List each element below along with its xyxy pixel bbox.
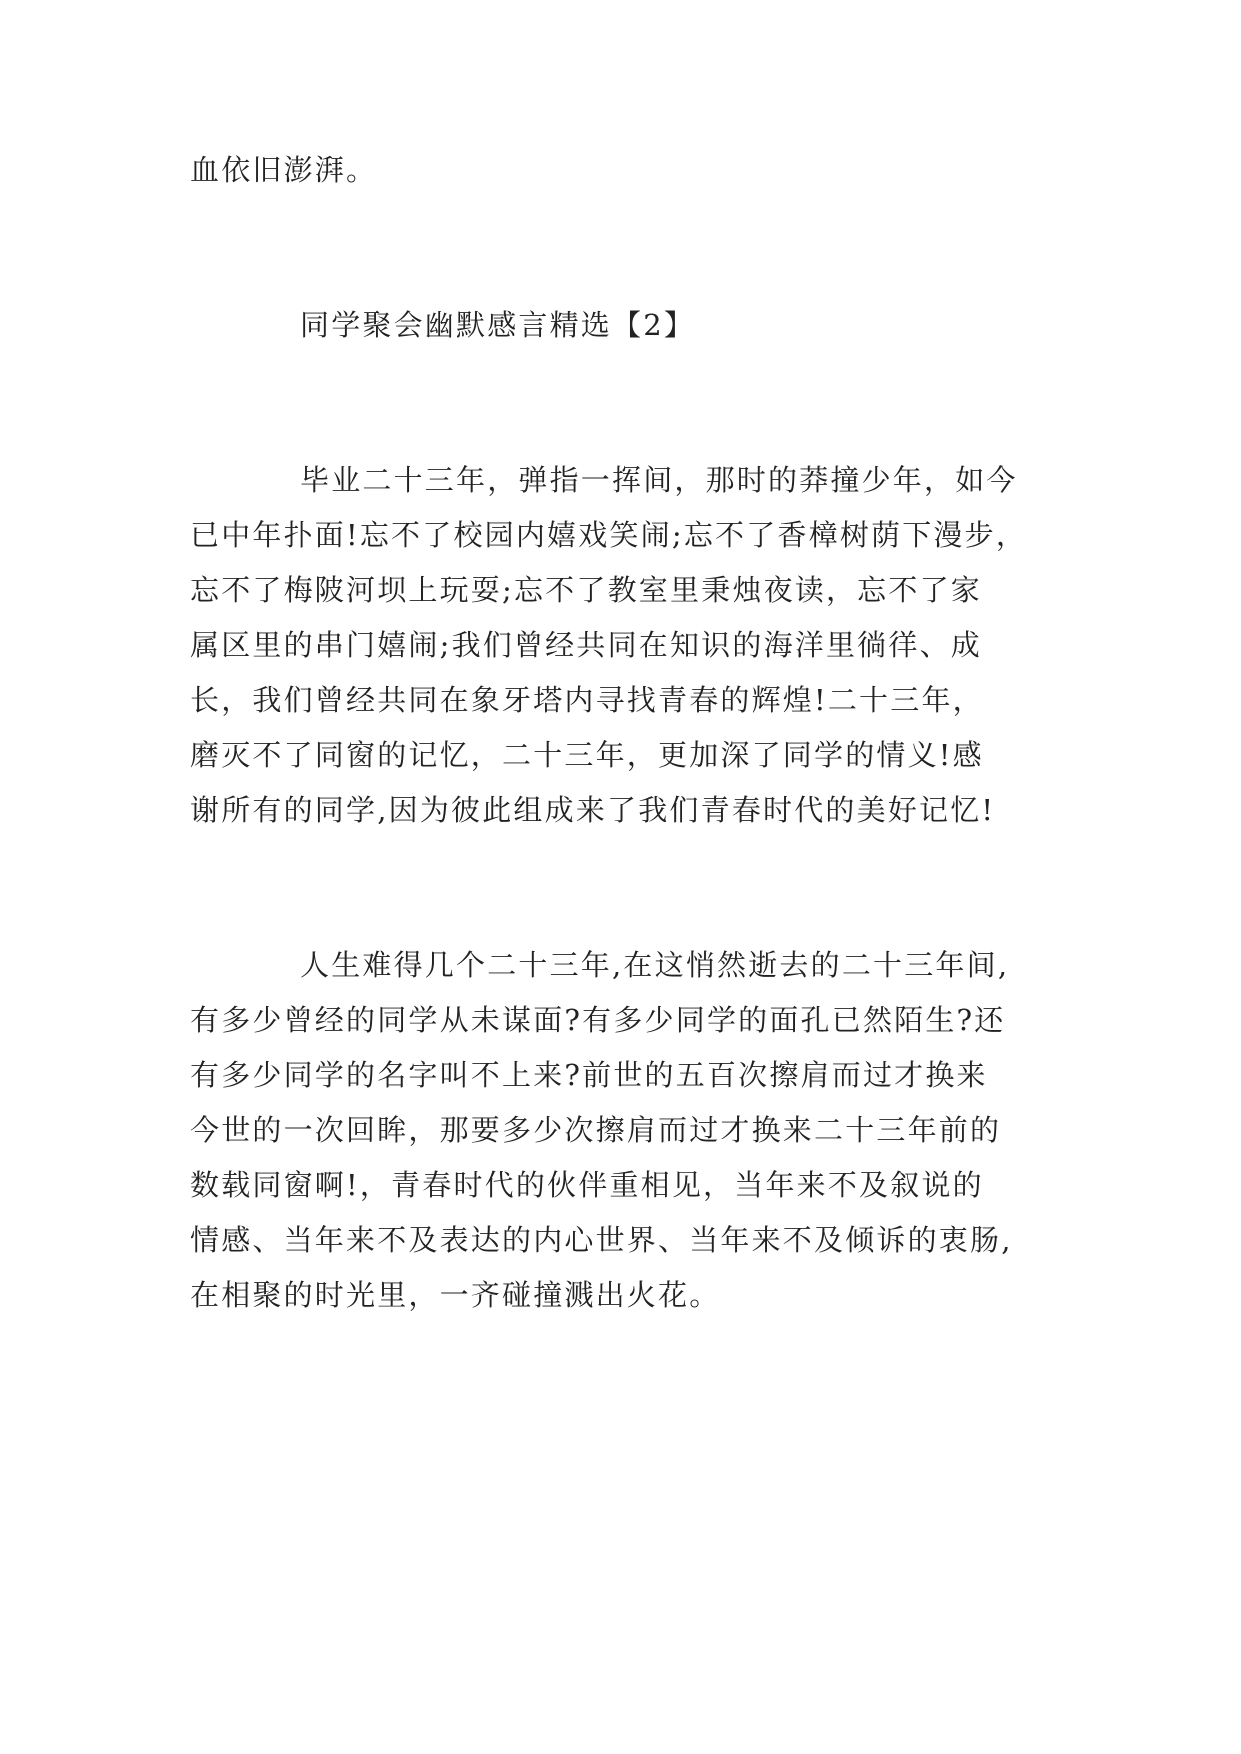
- paragraph-line: 忘不了梅陂河坝上玩耍;忘不了教室里秉烛夜读，忘不了家: [190, 573, 982, 607]
- paragraph-line: 毕业二十三年，弹指一挥间，那时的莽撞少年，如今: [300, 463, 1018, 497]
- paragraph-line: 属区里的串门嬉闹;我们曾经共同在知识的海洋里徜徉、成: [190, 628, 982, 662]
- fragment-line: 血依旧澎湃。: [190, 153, 378, 187]
- paragraph-line: 数载同窗啊!，青春时代的伙伴重相见，当年来不及叙说的: [190, 1168, 984, 1202]
- paragraph-line: 有多少曾经的同学从未谋面?有多少同学的面孔已然陌生?还: [190, 1003, 1006, 1037]
- section-heading: 同学聚会幽默感言精选【2】: [300, 308, 696, 342]
- paragraph-line: 有多少同学的名字叫不上来?前世的五百次擦肩而过才换来: [190, 1058, 988, 1092]
- paragraph-line: 人生难得几个二十三年,在这悄然逝去的二十三年间,: [300, 948, 1010, 982]
- paragraph-line: 情感、当年来不及表达的内心世界、当年来不及倾诉的衷肠,: [190, 1223, 1013, 1257]
- paragraph-line: 今世的一次回眸，那要多少次擦肩而过才换来二十三年前的: [190, 1113, 1002, 1147]
- paragraph-line: 长，我们曾经共同在象牙塔内寻找青春的辉煌!二十三年，: [190, 683, 984, 717]
- paragraph-line: 谢所有的同学,因为彼此组成来了我们青春时代的美好记忆!: [190, 793, 996, 827]
- paragraph-line: 已中年扑面!忘不了校园内嬉戏笑闹;忘不了香樟树荫下漫步，: [190, 518, 1028, 552]
- paragraph-line: 磨灭不了同窗的记忆，二十三年，更加深了同学的情义!感: [190, 738, 984, 772]
- paragraph-line: 在相聚的时光里，一齐碰撞溅出火花。: [190, 1278, 721, 1312]
